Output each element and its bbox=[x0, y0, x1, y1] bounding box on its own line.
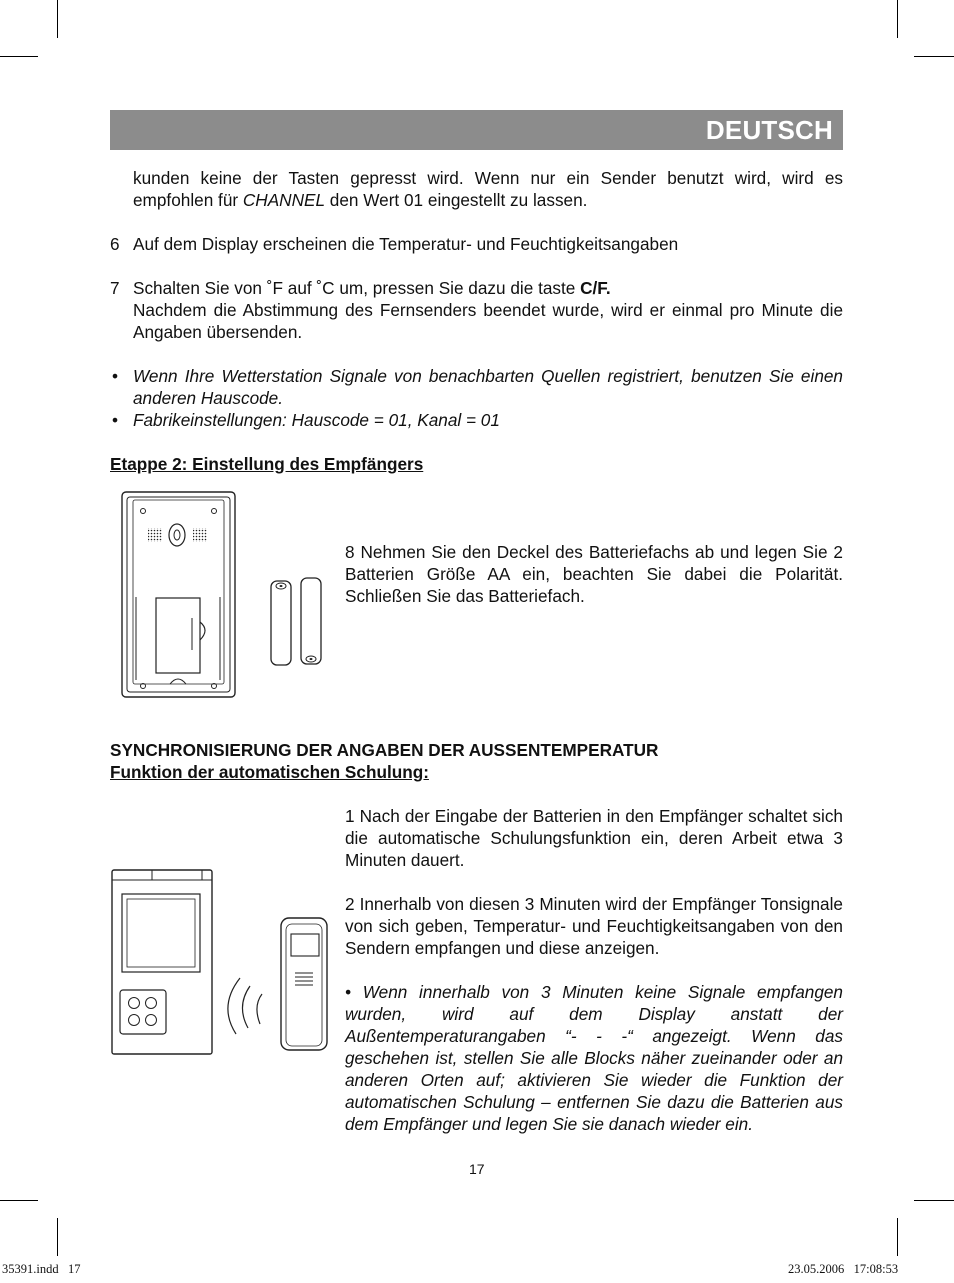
bullet-2-text: Fabrikeinstellungen: Hauscode = 01, Kanal = 01 bbox=[133, 410, 500, 430]
crop-mark bbox=[914, 1200, 954, 1201]
step-7-number: 7 bbox=[110, 278, 120, 298]
crop-mark bbox=[0, 1200, 38, 1201]
crop-mark bbox=[897, 0, 898, 38]
crop-mark bbox=[57, 1218, 58, 1256]
bullet-1-text: Wenn Ihre Wetterstation Signale von benachbarten Quellen registriert, benutzen Sie einen anderen Hauscode. bbox=[133, 366, 843, 408]
intro-paragraph: kunden keine der Tasten gepresst wird. Wenn nur ein Sender benutzt wird, wird es empfohlen für CHANNEL den Wert 01 eingestellt zu lassen. bbox=[133, 168, 843, 210]
language-title: DEUTSCH bbox=[705, 115, 833, 145]
step-6-text: Auf dem Display erscheinen die Temperatur- und Feuchtigkeitsangaben bbox=[133, 234, 679, 254]
footer-timestamp: 23.05.2006 17:08:53 bbox=[788, 1262, 899, 1276]
crop-mark bbox=[897, 1218, 898, 1256]
etappe-2-heading: Etappe 2: Einstellung des Empfängers bbox=[110, 454, 424, 474]
page-number: 17 bbox=[469, 1161, 485, 1177]
batteries-aa-illustration bbox=[268, 575, 324, 670]
receiver-back-illustration bbox=[120, 490, 238, 700]
crop-mark bbox=[914, 56, 954, 57]
step-8-text: 8 Nehmen Sie den Deckel des Batteriefachs ab und legen Sie 2 Batterien Größe AA ein, beachten Sie dabei die Polarität. Schließen Sie das Batteriefach. bbox=[345, 542, 843, 606]
bullet-mark: • bbox=[112, 410, 119, 430]
sync-subheading: Funktion der automatischen Schulung: bbox=[110, 762, 429, 782]
crop-mark bbox=[0, 56, 38, 57]
sync-paragraph-1: 1 Nach der Eingabe der Batterien in den Empfänger schaltet sich die automatische Schulungsfunktion ein, deren Arbeit etwa 3 Minuten dauert. bbox=[345, 806, 843, 870]
language-header-bar bbox=[110, 110, 843, 150]
bullet-mark: • bbox=[112, 366, 119, 386]
sync-heading: SYNCHRONISIERUNG DER ANGABEN DER AUSSENTEMPERATUR bbox=[110, 740, 659, 760]
footer-file-info: 35391.indd 17 bbox=[2, 1262, 81, 1276]
sync-paragraph-3: • Wenn innerhalb von 3 Minuten keine Signale empfangen wurden, wird auf dem Display anstatt der Außentemperaturangaben “- - -“ angezeigt. Wenn das geschehen ist, stellen Sie alle Blocks näher zueinander oder an anderen Orten auf; aktivieren Sie wieder die Funktion der automatischen Schulung – entfernen Sie dazu die Batterien aus dem Empfänger und legen Sie sie danach wieder ein. bbox=[345, 982, 843, 1134]
sync-paragraph-2: 2 Innerhalb von diesen 3 Minuten wird der Empfänger Tonsignale von sich geben, Temperatur- und Feuchtigkeitsangaben von den Sendern empfangen und diese anzeigen. bbox=[345, 894, 843, 958]
step-6-number: 6 bbox=[110, 234, 120, 254]
step-7-text: Nachdem die Abstimmung des Fernsenders beendet wurde, wird er einmal pro Minute die Angaben übersenden. bbox=[133, 300, 843, 342]
receiver-transmitter-illustration bbox=[108, 866, 333, 1058]
crop-mark bbox=[57, 0, 58, 38]
step-7-line1: Schalten Sie von ˚F auf ˚C um, pressen Sie dazu die taste C/F. bbox=[133, 278, 611, 298]
